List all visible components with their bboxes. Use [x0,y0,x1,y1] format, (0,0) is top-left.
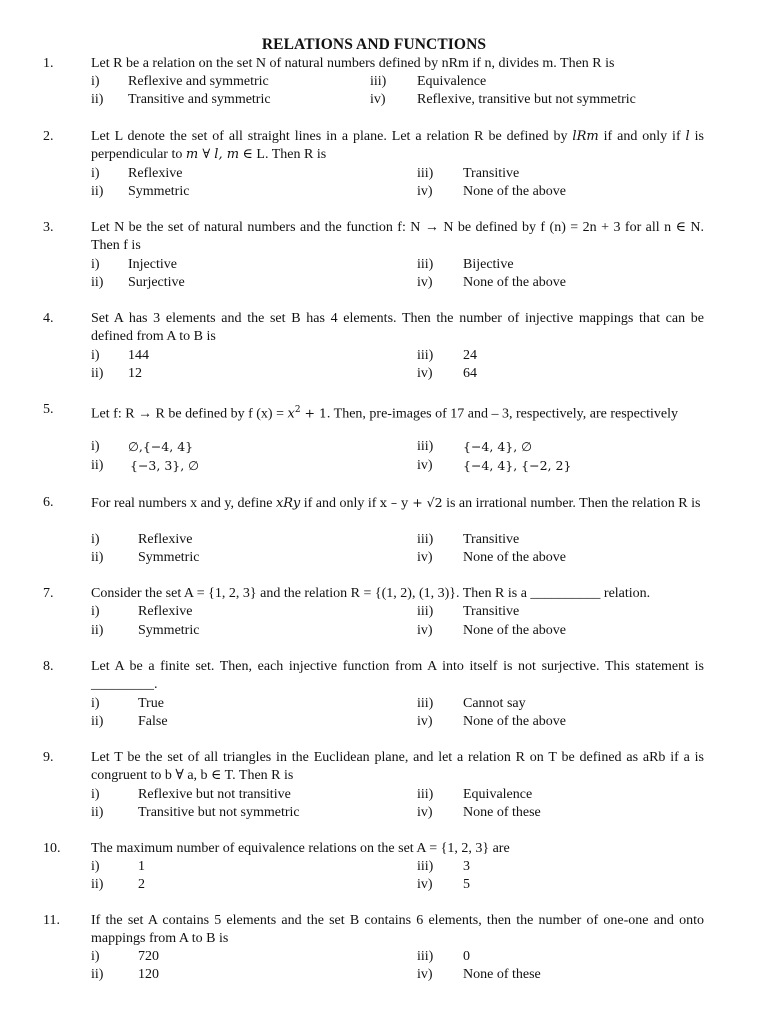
text-run: . Then, pre-images of 17 and – 3, respectively, are respectively [326,406,678,422]
question-number: 7. [43,586,54,601]
text-run: if and only if [300,496,380,511]
option-numeral: ii) [91,275,104,290]
option-numeral: iv) [370,92,386,107]
option-text: True [138,696,164,711]
option-text: Transitive [463,532,520,547]
option-numeral: iv) [417,275,433,290]
option-numeral: iv) [417,623,433,638]
option-numeral: i) [91,604,100,619]
option-numeral: iv) [417,184,433,199]
option-text: 0 [463,949,470,964]
question-text: Let R be a relation on the set N of natural numbers defined by nRm if n, divides m. Then R is [91,56,615,71]
option-numeral: ii) [91,366,104,381]
text-run: Let f: R → R be defined by f (x) = [91,406,288,422]
text-run: if and only if [598,129,686,144]
option-text: Reflexive and symmetric [128,74,269,89]
option-numeral: iv) [417,967,433,982]
math-expression: m ∀ l, m [185,147,240,162]
option-text: Equivalence [417,74,487,89]
option-text: Reflexive [128,166,183,181]
question-number: 2. [43,129,54,144]
option-numeral: iii) [417,949,434,964]
question-text: Let N be the set of natural numbers and the function f: N → N be defined by f (n) = 2n + 3 for all n ∈ N. Then f is [91,220,704,253]
option-numeral: iii) [417,166,434,181]
option-text: Reflexive, transitive but not symmetric [417,92,636,107]
option-text: Transitive and symmetric [128,92,271,107]
option-text: Transitive [463,166,520,181]
option-text: None of the above [463,550,567,565]
option-numeral: i) [91,166,100,181]
option-numeral: iv) [417,805,433,820]
option-numeral: i) [91,257,100,272]
option-text: None of the above [463,714,567,729]
option-text: 64 [463,366,477,381]
question-text [91,494,704,513]
option-text: None of the above [463,623,567,638]
option-text: ∅,{−4, 4} [128,439,194,454]
option-numeral: iv) [417,458,433,473]
option-numeral: ii) [91,458,104,473]
option-text: Symmetric [138,623,200,638]
option-text: Transitive [463,604,520,619]
option-text: None of the above [463,184,567,199]
option-text: Cannot say [463,696,526,711]
question-number: 8. [43,659,54,674]
option-text: None of these [463,805,541,820]
option-numeral: ii) [91,184,104,199]
option-numeral: i) [91,787,100,802]
option-numeral: iii) [417,859,434,874]
option-numeral: i) [91,74,100,89]
math-expression: x [287,406,295,422]
option-numeral: iii) [417,257,434,272]
option-text: 2 [138,877,145,892]
option-numeral: iv) [417,550,433,565]
math-expression: l [685,129,690,144]
question-number: 3. [43,220,54,235]
math-expression: lRm [572,129,599,144]
option-text: 1 [138,859,145,874]
option-numeral: iii) [417,439,434,454]
math-superscript: 2 [294,405,301,415]
option-text: 120 [138,967,159,982]
question-number: 10. [43,841,61,856]
option-text: Reflexive [138,604,193,619]
math-expression: x – y + √2 [379,495,443,510]
option-text: {−4, 4}, {−2, 2} [463,458,572,473]
question-text: Set A has 3 elements and the set B has 4 elements. Then the number of injective mappings that can be defined from A to B is [91,311,704,344]
question-number: 11. [43,913,60,928]
option-numeral: iii) [417,604,434,619]
option-text: 144 [128,348,149,363]
option-text: Transitive but not symmetric [138,805,300,820]
option-text: Symmetric [128,184,190,199]
math-expression: xRy [275,496,301,511]
option-numeral: iii) [417,696,434,711]
option-text: None of these [463,967,541,982]
option-text: 12 [128,366,142,381]
option-text: {−3, 3}, ∅ [130,458,200,473]
question-text: Let T be the set of all triangles in the Euclidean plane, and let a relation R on T be defined as aRb if a is congruent to b ∀ a, b ∈ T. Then R is [91,750,704,783]
option-text: Symmetric [138,550,200,565]
option-numeral: i) [91,859,100,874]
option-numeral: ii) [91,550,104,565]
option-numeral: iii) [417,532,434,547]
option-text: False [138,714,168,729]
option-numeral: i) [91,949,100,964]
option-text: 3 [463,859,470,874]
option-numeral: i) [91,532,100,547]
option-text: Surjective [128,275,185,290]
option-numeral: iv) [417,714,433,729]
question-number: 6. [43,495,54,510]
option-numeral: ii) [91,877,104,892]
option-numeral: ii) [91,967,104,982]
question-text [91,401,704,424]
option-text: 24 [463,348,477,363]
option-text: Reflexive [138,532,193,547]
option-numeral: iv) [417,366,433,381]
math-expression: + 1 [300,405,327,421]
text-run: is an irrational number. Then the relation R is [442,496,701,511]
document-title: RELATIONS AND FUNCTIONS [261,36,487,53]
question-number: 1. [43,56,54,71]
option-numeral: ii) [91,623,104,638]
option-text: 5 [463,877,470,892]
text-run: is perpendicular to [91,129,704,162]
text-run: For real numbers x and y, define [91,496,276,511]
question-text: The maximum number of equivalence relations on the set A = {1, 2, 3} are [91,841,510,856]
option-text: None of the above [463,275,567,290]
question-number: 9. [43,750,54,765]
option-numeral: i) [91,348,100,363]
option-numeral: iii) [417,787,434,802]
question-text [91,128,704,164]
option-text: {−4, 4}, ∅ [463,439,533,454]
question-text: If the set A contains 5 elements and the set B contains 6 elements, then the number of one-one and onto mappings from A to B is [91,913,704,946]
option-numeral: ii) [91,805,104,820]
question-number: 5. [43,402,54,417]
option-text: Equivalence [463,787,533,802]
option-text: Injective [128,257,177,272]
option-numeral: iii) [417,348,434,363]
option-text: Bijective [463,257,514,272]
question-text: Consider the set A = {1, 2, 3} and the relation R = {(1, 2), (1, 3)}. Then R is a __________ relation. [91,586,651,601]
option-numeral: i) [91,696,100,711]
option-numeral: i) [91,439,100,454]
question-text: Let A be a finite set. Then, each injective function from A into itself is not surjective. This statement is _________. [91,659,704,692]
option-numeral: iii) [370,74,387,89]
option-numeral: ii) [91,714,104,729]
question-number: 4. [43,311,54,326]
option-text: 720 [138,949,159,964]
option-numeral: iv) [417,877,433,892]
option-numeral: ii) [91,92,104,107]
text-run: ∈ L. Then R is [239,147,327,162]
option-text: Reflexive but not transitive [138,787,291,802]
text-run: Let L denote the set of all straight lines in a plane. Let a relation R be defined by [91,129,573,144]
